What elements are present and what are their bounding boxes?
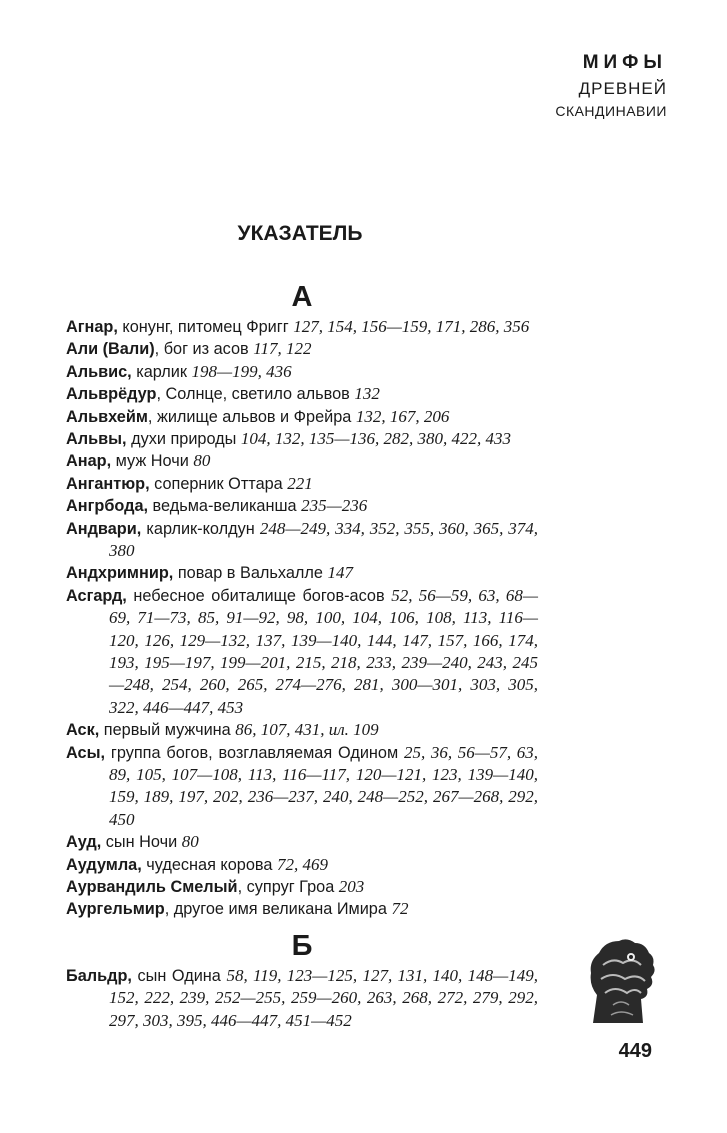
entry-pages: 72, 469 <box>276 854 328 874</box>
section-letter: А <box>291 281 313 313</box>
entry-term: Анар, <box>66 452 112 471</box>
entry-term: Андвари, <box>66 519 142 538</box>
entry-description: первый мужчина <box>99 721 236 740</box>
entry-description: повар в Вальхалле <box>173 564 328 583</box>
entry-description: , жилище альвов и Фрейра <box>147 407 356 426</box>
entry-term: Агнар, <box>66 317 118 336</box>
entry-description: , Солнце, светило альвов <box>156 385 355 404</box>
entry-term: Альвхейм <box>66 407 148 426</box>
entry-term: Али (Вали) <box>66 340 155 359</box>
entry-term: Аургельмир <box>66 900 165 919</box>
entry-term: Аурвандиль Смелый <box>66 878 238 897</box>
header-line-1: МИФЫ <box>582 52 667 73</box>
header-line-2: ДРЕВНЕЙ <box>578 78 667 98</box>
index-entry <box>66 450 538 472</box>
index-entry <box>66 898 538 920</box>
index-entry <box>66 742 538 832</box>
entry-description: ведьма-великанша <box>148 497 302 516</box>
entry-pages: 248—249, 334, 352, 355, 360, 365, 374, 380 <box>109 518 538 560</box>
index-content <box>66 282 538 1032</box>
dragon-head-ornament-icon <box>583 935 657 1025</box>
index-entry <box>66 965 538 1032</box>
entry-term: Аск, <box>66 721 100 740</box>
entry-pages: 117, 122 <box>253 339 312 359</box>
entry-pages: 127, 154, 156—159, 171, 286, 356 <box>293 316 530 336</box>
index-entry <box>66 361 538 383</box>
entry-pages: 147 <box>327 563 353 583</box>
running-header <box>555 52 667 120</box>
entry-pages: 235—236 <box>301 496 368 516</box>
entry-pages: 221 <box>287 473 313 493</box>
entry-pages: 80 <box>181 832 199 852</box>
index-entry <box>66 495 538 517</box>
index-entry <box>66 518 538 563</box>
entry-term: Ауд, <box>66 833 102 852</box>
entry-description: сын Ночи <box>101 833 182 852</box>
entry-term: Ангантюр, <box>66 474 150 493</box>
header-line-3: СКАНДИНАВИИ <box>555 103 667 120</box>
entry-description: чудесная корова <box>141 855 277 874</box>
entry-term: Аудумла, <box>66 855 142 874</box>
entry-description: духи природы <box>126 429 241 448</box>
index-entry <box>66 854 538 876</box>
entry-description: карлик <box>131 362 192 381</box>
entry-pages: 86, 107, 431, ил. 109 <box>235 720 379 740</box>
page-number: 449 <box>618 1040 652 1062</box>
index-entry <box>66 428 538 450</box>
index-entry <box>66 316 538 338</box>
entry-pages: 80 <box>193 451 211 471</box>
entry-description: соперник Оттара <box>149 474 288 493</box>
entry-term: Альвис, <box>66 362 132 381</box>
entry-term: Альвы, <box>66 429 127 448</box>
entry-pages: 198—199, 436 <box>191 361 292 381</box>
index-entry <box>66 406 538 428</box>
entry-term: Андхримнир, <box>66 564 174 583</box>
entry-term: Асгард, <box>66 586 127 605</box>
index-entry <box>66 383 538 405</box>
entry-description: карлик-колдун <box>141 519 260 538</box>
entry-pages: 203 <box>338 877 365 897</box>
index-entry <box>66 831 538 853</box>
entry-term: Бальдр, <box>66 966 132 985</box>
entry-pages: 104, 132, 135—136, 282, 380, 422, 433 <box>240 428 512 448</box>
section-letter: Б <box>291 929 313 962</box>
entry-pages: 132, 167, 206 <box>355 406 450 426</box>
entry-description: конунг, питомец Фригг <box>117 317 294 336</box>
index-entry <box>66 562 538 584</box>
entry-pages: 132 <box>354 384 380 404</box>
entry-description: , другое имя великана Имира <box>164 900 392 919</box>
entry-description: , супруг Гроа <box>237 878 339 897</box>
entry-description: , бог из асов <box>154 340 254 359</box>
index-entry <box>66 876 538 898</box>
entry-description: сын Одина <box>131 966 227 985</box>
entry-pages: 72 <box>391 899 409 919</box>
entry-description: небесное обиталище богов-асов <box>126 586 392 605</box>
entry-term: Асы, <box>66 743 106 762</box>
index-entry <box>66 719 538 741</box>
entry-term: Ангрбода, <box>66 497 149 516</box>
index-entry <box>66 338 538 360</box>
index-entry <box>66 473 538 495</box>
entry-pages: 52, 56—59, 63, 68—69, 71—73, 85, 91—92, 98, 100, 104, 106, 108, 113, 116—120, 126, 129—132, 137, 139—140, 144, 147, 157, 166, 174, 193, 195—197, 199—201, 215, 218, 233, 239—240, 243, 245—248, 254, 260, 265, 274—276, 281, 300—301, 303, 305, 322, 446—447, 453 <box>109 585 538 717</box>
index-title: УКАЗАТЕЛЬ <box>237 222 363 245</box>
index-entry <box>66 585 538 719</box>
entry-description: муж Ночи <box>111 452 194 471</box>
entry-pages: 25, 36, 56—57, 63, 89, 105, 107—108, 113, 116—117, 120—121, 123, 139—140, 159, 189, 197, 202, 236—237, 240, 248—252, 267—268, 292, 450 <box>109 742 538 829</box>
entry-term: Альврёдур <box>66 385 157 404</box>
entry-pages: 58, 119, 123—125, 127, 131, 140, 148—149, 152, 222, 239, 252—255, 259—260, 263, 268, 272, 279, 292, 297, 303, 395, 446—447, 451—452 <box>109 965 538 1030</box>
entry-description: группа богов, возглавляемая Одином <box>105 743 405 762</box>
